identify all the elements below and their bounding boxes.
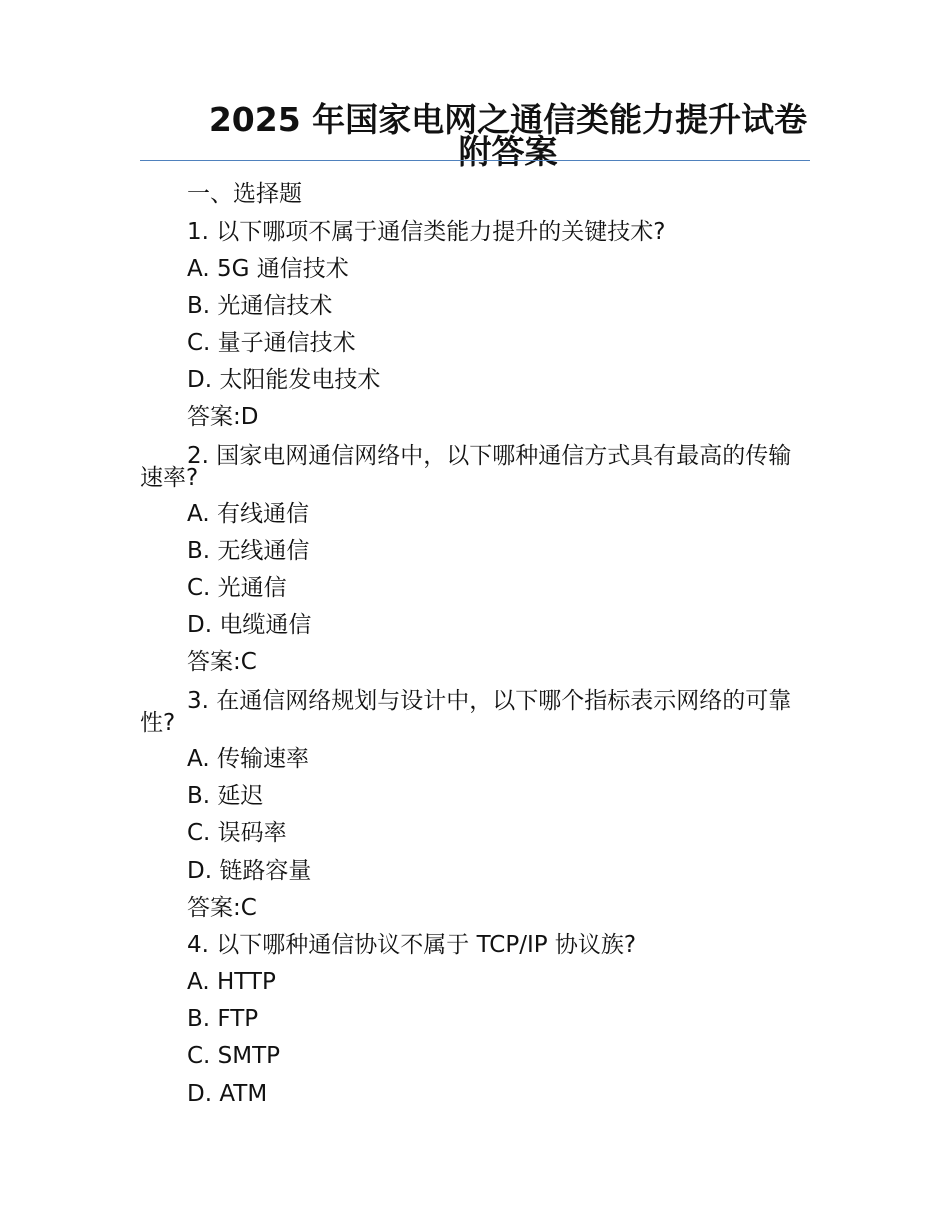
question-2-option-a: A. 有线通信 bbox=[187, 501, 309, 527]
question-3-option-a: A. 传输速率 bbox=[187, 746, 309, 772]
question-3-option-b: B. 延迟 bbox=[187, 783, 264, 809]
question-3-option-d: D. 链路容量 bbox=[187, 858, 312, 884]
question-2-option-c: C. 光通信 bbox=[187, 575, 287, 601]
question-2-option-d: D. 电缆通信 bbox=[187, 612, 312, 638]
question-4-option-a: A. HTTP bbox=[187, 969, 276, 995]
question-1-option-c: C. 量子通信技术 bbox=[187, 330, 356, 356]
question-2-option-b: B. 无线通信 bbox=[187, 538, 310, 564]
question-2-answer: 答案:C bbox=[187, 649, 257, 675]
question-4-option-b: B. FTP bbox=[187, 1006, 259, 1032]
question-1-option-b: B. 光通信技术 bbox=[187, 293, 333, 319]
title-underline bbox=[140, 160, 810, 161]
question-4-option-d: D. ATM bbox=[187, 1081, 268, 1107]
question-1-stem: 1. 以下哪项不属于通信类能力提升的关键技术? bbox=[187, 219, 666, 245]
section-heading: 一、选择题 bbox=[187, 181, 302, 207]
question-2-stem: 2. 国家电网通信网络中，以下哪种通信方式具有最高的传输速率? bbox=[140, 443, 792, 491]
question-3-stem: 3. 在通信网络规划与设计中，以下哪个指标表示网络的可靠性? bbox=[140, 688, 792, 736]
question-4-option-c: C. SMTP bbox=[187, 1043, 281, 1069]
question-3-answer: 答案:C bbox=[187, 895, 257, 921]
question-1-option-d: D. 太阳能发电技术 bbox=[187, 367, 381, 393]
question-3-option-c: C. 误码率 bbox=[187, 820, 287, 846]
question-1-option-a: A. 5G 通信技术 bbox=[187, 256, 349, 282]
document-title: 2025 年国家电网之通信类能力提升试卷 附答案 bbox=[208, 100, 808, 171]
question-4-stem: 4. 以下哪种通信协议不属于 TCP/IP 协议族? bbox=[187, 932, 637, 958]
question-1-answer: 答案:D bbox=[187, 404, 259, 430]
